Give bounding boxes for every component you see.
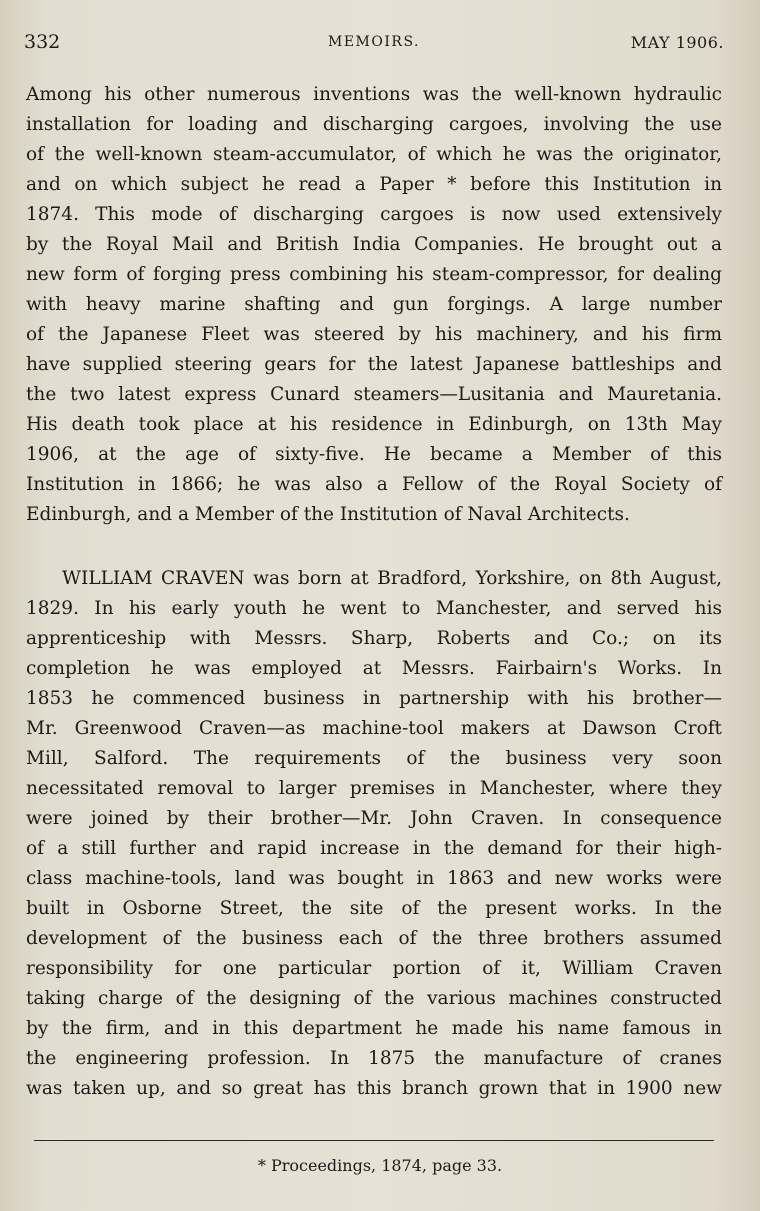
text-line: installation for loading and discharging cargoes, involving the use xyxy=(26,114,722,135)
text-line: built in Osborne Street, the site of the present works. In the xyxy=(26,898,722,919)
text-line: the engineering profession. In 1875 the manufacture of cranes xyxy=(26,1048,722,1069)
text-line: completion he was employed at Messrs. Fairbairn's Works. In xyxy=(26,658,722,679)
text-line: taking charge of the designing of the various machines constructed xyxy=(26,988,722,1009)
running-head xyxy=(24,30,724,54)
text-line: Among his other numerous inventions was the well-known hydraulic xyxy=(26,84,722,105)
text-line: Mr. Greenwood Craven—as machine-tool makers at Dawson Croft xyxy=(26,718,722,739)
text-line: Mill, Salford. The requirements of the business very soon xyxy=(26,748,722,769)
text-line: of a still further and rapid increase in the demand for their high- xyxy=(26,838,722,859)
text-line: Institution in 1866; he was also a Fellow of the Royal Society of xyxy=(26,474,722,495)
page-number: 332 xyxy=(24,31,61,53)
text-line: responsibility for one particular portion of it, William Craven xyxy=(26,958,722,979)
text-line: was taken up, and so great has this branch grown that in 1900 new xyxy=(26,1078,722,1099)
date-label: MAY 1906. xyxy=(630,33,724,52)
text-line: WILLIAM CRAVEN was born at Bradford, Yorkshire, on 8th August, xyxy=(62,568,722,589)
text-line: class machine-tools, land was bought in 1863 and new works were xyxy=(26,868,722,889)
footnote-rule xyxy=(34,1140,714,1141)
text-line: have supplied steering gears for the latest Japanese battleships and xyxy=(26,354,722,375)
text-line: of the well-known steam-accumulator, of which he was the originator, xyxy=(26,144,722,165)
text-line: the two latest express Cunard steamers—Lusitania and Mauretania. xyxy=(26,384,722,405)
text-line: 1874. This mode of discharging cargoes is now used extensively xyxy=(26,204,722,225)
text-line: by the Royal Mail and British India Companies. He brought out a xyxy=(26,234,722,255)
text-line: and on which subject he read a Paper * before this Institution in xyxy=(26,174,722,195)
text-line: 1853 he commenced business in partnership with his brother— xyxy=(26,688,722,709)
text-line: His death took place at his residence in Edinburgh, on 13th May xyxy=(26,414,722,435)
section-title: MEMOIRS. xyxy=(328,34,420,50)
text-line: apprenticeship with Messrs. Sharp, Roberts and Co.; on its xyxy=(26,628,722,649)
text-line: 1829. In his early youth he went to Manchester, and served his xyxy=(26,598,722,619)
text-line: 1906, at the age of sixty-five. He became a Member of this xyxy=(26,444,722,465)
text-line: of the Japanese Fleet was steered by his machinery, and his firm xyxy=(26,324,722,345)
text-line: development of the business each of the three brothers assumed xyxy=(26,928,722,949)
text-line: by the firm, and in this department he made his name famous in xyxy=(26,1018,722,1039)
text-line: with heavy marine shafting and gun forgings. A large number xyxy=(26,294,722,315)
footnote: * Proceedings, 1874, page 33. xyxy=(257,1156,503,1175)
text-line: new form of forging press combining his steam-compressor, for dealing xyxy=(26,264,722,285)
text-line: Edinburgh, and a Member of the Institution of Naval Architects. xyxy=(26,504,630,525)
text-line: necessitated removal to larger premises in Manchester, where they xyxy=(26,778,722,799)
text-line: were joined by their brother—Mr. John Craven. In consequence xyxy=(26,808,722,829)
